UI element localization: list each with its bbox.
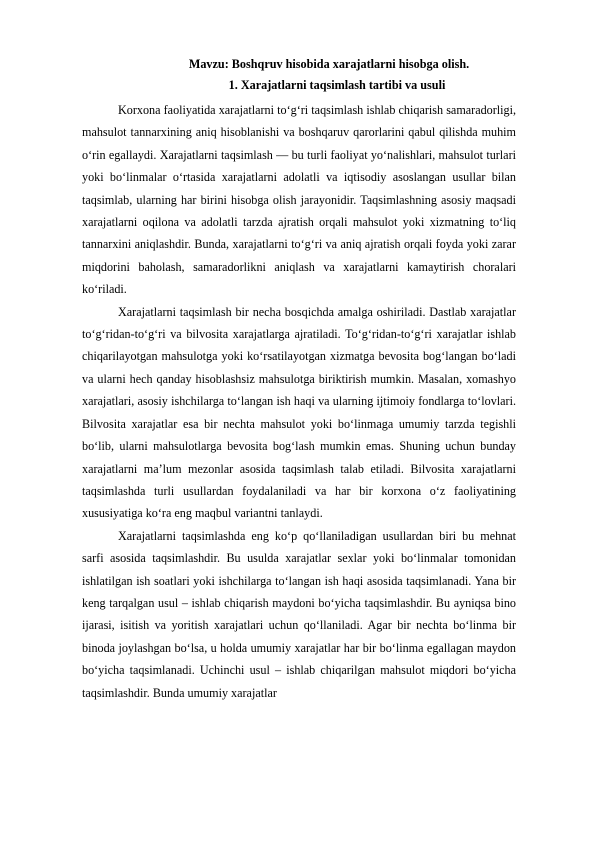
paragraph: Xarajatlarni taqsimlashda eng ko‘p qo‘llaniladigan usullardan biri bu mehnat sarfi asosida taqsimlashdir. Bu usulda xarajatlar sexlar yoki bo‘linmalar tomonidan ishlatilgan ish soatlari yoki ishchilarga to‘langan ish haqi asosida taqsimlanadi. Yana bir keng tarqalgan usul – ishlab chiqarish maydoni bo‘yicha taqsimlashdir. Bu ayniqsa bino ijarasi, isitish va yoritish xarajatlari uchun qo‘llaniladi. Agar bir nechta bo‘linma bir binoda joylashgan bo‘lsa, u holda umumiy xarajatlar har bir bo‘linma egallagan maydon bo‘yicha taqsimlanadi. Uchinchi usul – ishlab chiqarilgan mahsulot miqdori bo‘yicha taqsimlashdir. Bunda umumiy xarajatlar (82, 528, 516, 700)
document-title: Mavzu: Boshqruv hisobida xarajatlarni hisobga olish. (188, 57, 470, 71)
paragraph: Xarajatlarni taqsimlash bir necha bosqichda amalga oshiriladi. Dastlab xarajatlar to‘g‘ridan-to‘g‘ri va bilvosita xarajatlarga ajratiladi. To‘g‘ridan-to‘g‘ri xarajatlar ishlab chiqarilayotgan mahsulotga yoki ko‘rsatilayotgan xizmatga bevosita bog‘langan bo‘ladi va ularni hech qanday hisoblashsiz mahsulotga biriktirish mumkin. Masalan, xomashyo xarajatlari, asosiy ishchilarga to‘langan ish haqi va ularning ijtimoiy fondlarga to‘lovlari. Bilvosita xarajatlar esa bir nechta mahsulot yoki bo‘linmaga umumiy tarzda tegishli bo‘lib, ularni mahsulotlarga bevosita bog‘lash mumkin emas. Shuning uchun bunday xarajatlarni ma’lum mezonlar asosida taqsimlash talab etiladi. Bilvosita xarajatlarni taqsimlashda turli usullardan foydalaniladi va har bir korxona o‘z faoliyatining xususiyatiga ko‘ra eng maqbul variantni tanlaydi. (82, 304, 516, 521)
document-body (82, 99, 516, 704)
paragraph: Korxona faoliyatida xarajatlarni to‘g‘ri taqsimlash ishlab chiqarish samaradorligi, mahsulot tannarxining aniq hisoblanishi va boshqaruv qarorlarini qabul qilishda muhim o‘rin egallaydi. Xarajatlarni taqsimlash — bu turli faoliyat yo‘nalishlari, mahsulot turlari yoki bo‘linmalar o‘rtasida xarajatlarni adolatli va iqtisodiy asoslangan usullar bilan taqsimlab, ularning har birini hisobga olish jarayonidir. Taqsimlashning asosiy maqsadi xarajatlarni oqilona va adolatli tarzda ajratish orqali mahsulot yoki xizmatning to‘liq tannarxini aniqlashdir. Bunda, xarajatlarni to‘g‘ri va aniq ajratish orqali foyda yoki zarar miqdorini baholash, samaradorlikni aniqlash va xarajatlarni kamaytirish choralari ko‘riladi. (82, 103, 516, 297)
section-heading: 1. Xarajatlarni taqsimlash tartibi va usuli (228, 78, 446, 92)
